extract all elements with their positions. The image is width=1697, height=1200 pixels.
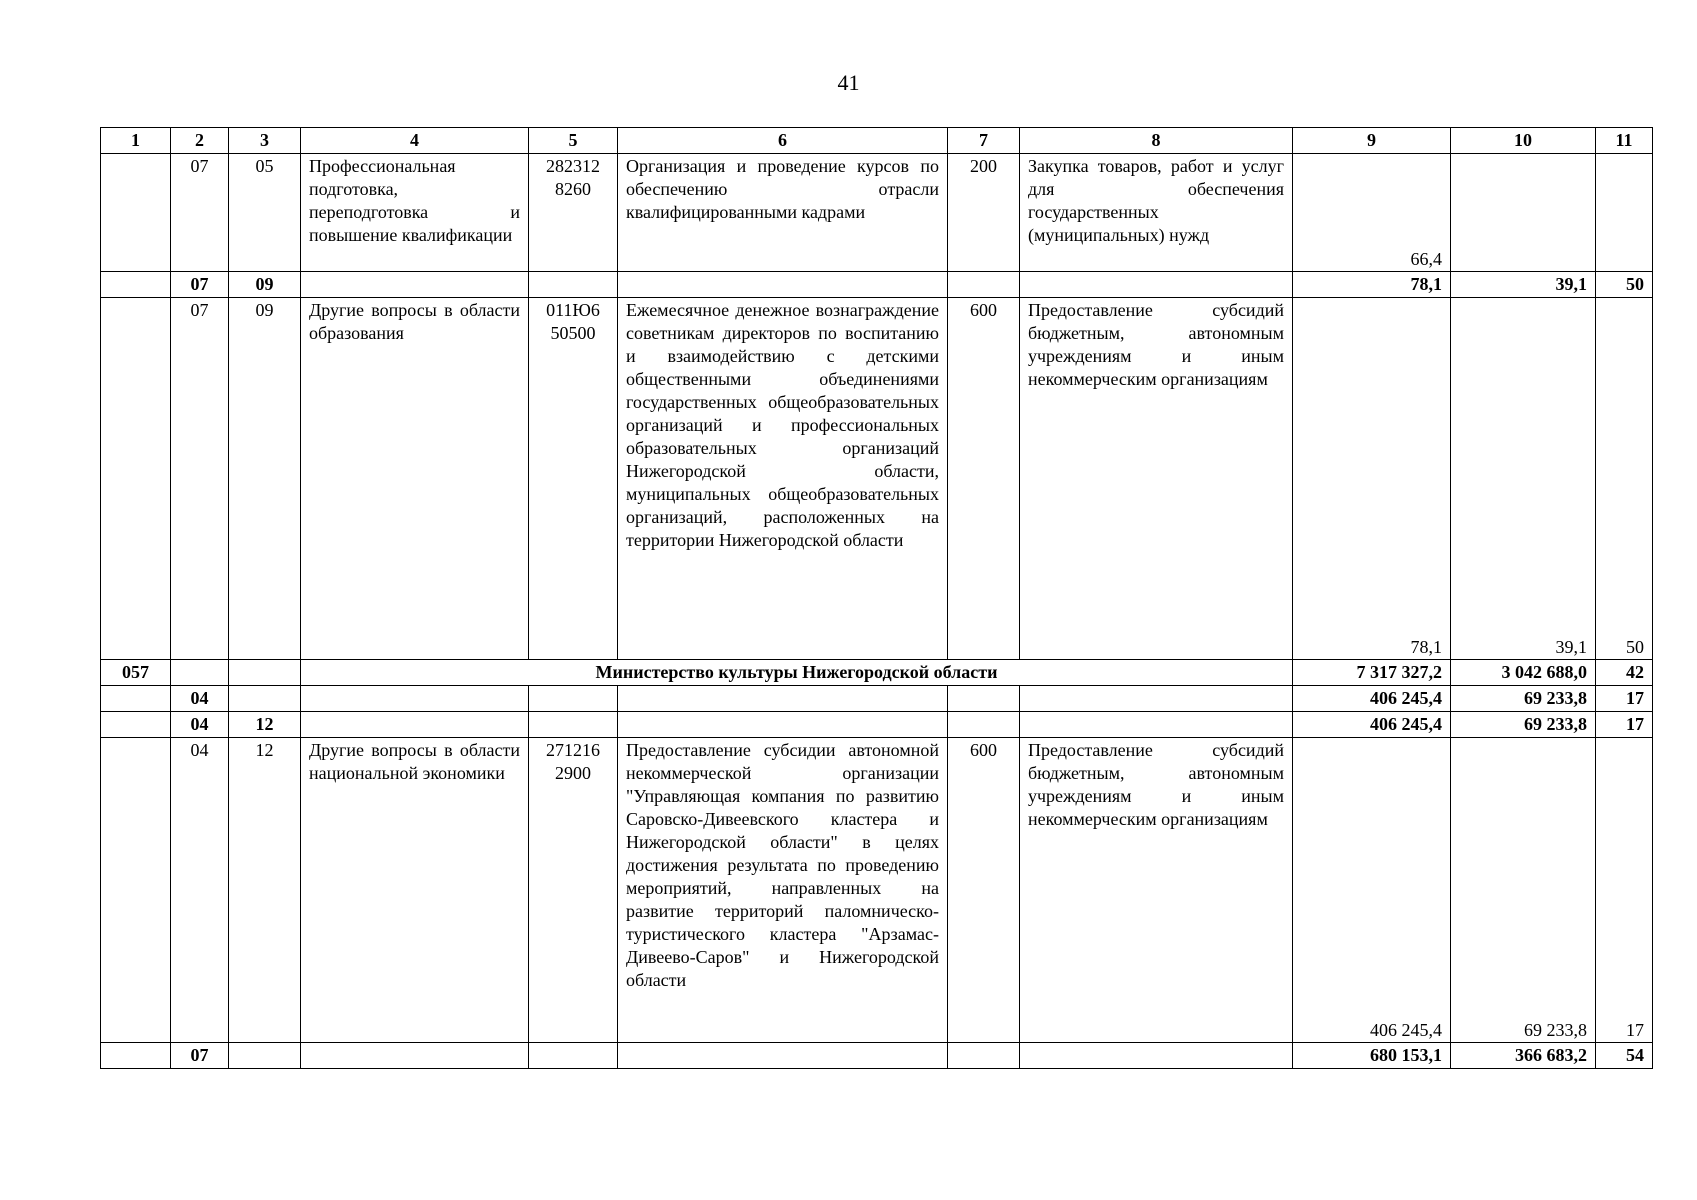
table-cell [101,154,171,272]
section-code: 04 [171,712,229,738]
section-code: 07 [171,272,229,298]
expense-type-name: Закупка товаров, работ и услуг для обеспечения государственных (муниципальных) нужд [1020,154,1293,272]
table-cell [948,1043,1020,1069]
amount-col11: 42 [1596,660,1653,686]
table-cell [529,686,618,712]
table-cell [101,1043,171,1069]
subsection-name: Другие вопросы в области образования [301,298,529,660]
header-cell: 5 [529,128,618,154]
table-cell [101,272,171,298]
amount-col9: 66,4 [1293,154,1451,272]
target-article-code: 282312 8260 [529,154,618,272]
table-cell [1020,712,1293,738]
table-cell [1020,686,1293,712]
table-cell [618,712,948,738]
table-cell [101,712,171,738]
table-cell [618,272,948,298]
header-cell: 8 [1020,128,1293,154]
table-cell [229,660,301,686]
table-cell [171,660,229,686]
amount-col9: 78,1 [1293,272,1451,298]
ministry-row [101,660,1653,686]
table-cell [301,272,529,298]
subsection-code: 12 [229,738,301,1043]
amount-col9: 680 153,1 [1293,1043,1451,1069]
amount-col10: 39,1 [1451,298,1596,660]
amount-col11: 17 [1596,712,1653,738]
table-cell [529,1043,618,1069]
table-cell [301,686,529,712]
expense-type-code: 600 [948,298,1020,660]
table-cell [301,1043,529,1069]
table-row [101,738,1653,1043]
subsection-code: 05 [229,154,301,272]
header-cell: 2 [171,128,229,154]
table-cell [618,686,948,712]
expense-type-name: Предоставление субсидий бюджетным, автономным учреждениям и иным некоммерческим организациям [1020,298,1293,660]
amount-col11: 17 [1596,738,1653,1043]
table-cell [948,686,1020,712]
header-cell: 6 [618,128,948,154]
amount-col11: 54 [1596,1043,1653,1069]
amount-col10: 39,1 [1451,272,1596,298]
amount-col9: 78,1 [1293,298,1451,660]
budget-table [100,127,1653,1069]
target-article-code: 271216 2900 [529,738,618,1043]
amount-col11: 50 [1596,272,1653,298]
table-header-row [101,128,1653,154]
table-cell [948,272,1020,298]
table-cell [101,686,171,712]
amount-col10: 69 233,8 [1451,686,1596,712]
amount-col9: 7 317 327,2 [1293,660,1451,686]
table-cell [618,1043,948,1069]
amount-col11: 17 [1596,686,1653,712]
article-description: Предоставление субсидии автономной некоммерческой организации "Управляющая компания по развитию Саровско-Дивеевского кластера и Нижегородской области" в целях достижения результата по проведению мероприятий, направленных на развитие территорий паломническо-туристического кластера "Арзамас-Дивеево-Саров" и Нижегородской области [618,738,948,1043]
expense-type-name: Предоставление субсидий бюджетным, автономным учреждениям и иным некоммерческим организациям [1020,738,1293,1043]
amount-col11: 50 [1596,298,1653,660]
section-code: 07 [171,298,229,660]
header-cell: 11 [1596,128,1653,154]
amount-col10: 366 683,2 [1451,1043,1596,1069]
subtotal-row [101,686,1653,712]
subsection-code: 09 [229,272,301,298]
table-cell [229,1043,301,1069]
section-code: 04 [171,738,229,1043]
table-cell [101,738,171,1043]
table-cell [1020,1043,1293,1069]
table-cell [1020,272,1293,298]
amount-col11 [1596,154,1653,272]
target-article-code: 011Ю6 50500 [529,298,618,660]
header-cell: 10 [1451,128,1596,154]
table-cell [948,712,1020,738]
subsection-code: 09 [229,298,301,660]
section-code: 04 [171,686,229,712]
ministry-code: 057 [101,660,171,686]
ministry-title: Министерство культуры Нижегородской области [301,660,1293,686]
header-cell: 9 [1293,128,1451,154]
header-cell: 7 [948,128,1020,154]
table-cell [229,686,301,712]
subtotal-row [101,712,1653,738]
expense-type-code: 600 [948,738,1020,1043]
article-description: Организация и проведение курсов по обеспечению отрасли квалифицированными кадрами [618,154,948,272]
amount-col10: 3 042 688,0 [1451,660,1596,686]
subtotal-row [101,1043,1653,1069]
article-description: Ежемесячное денежное вознаграждение советникам директоров по воспитанию и взаимодействию с детскими общественными объединениями государственных общеобразовательных организаций и профессиональных образовательных организаций Нижегородской области, муниципальных общеобразовательных организаций, расположенных на территории Нижегородской области [618,298,948,660]
amount-col10: 69 233,8 [1451,712,1596,738]
subsection-name: Профессиональная подготовка, переподготовка и повышение квалификации [301,154,529,272]
header-cell: 4 [301,128,529,154]
expense-type-code: 200 [948,154,1020,272]
table-row [101,298,1653,660]
amount-col9: 406 245,4 [1293,738,1451,1043]
subtotal-row [101,272,1653,298]
table-row [101,154,1653,272]
amount-col9: 406 245,4 [1293,712,1451,738]
subsection-code: 12 [229,712,301,738]
amount-col10: 69 233,8 [1451,738,1596,1043]
amount-col9: 406 245,4 [1293,686,1451,712]
page-number: 41 [837,70,860,95]
table-cell [301,712,529,738]
section-code: 07 [171,1043,229,1069]
section-code: 07 [171,154,229,272]
table-cell [529,272,618,298]
header-cell: 3 [229,128,301,154]
subsection-name: Другие вопросы в области национальной экономики [301,738,529,1043]
amount-col10 [1451,154,1596,272]
table-cell [529,712,618,738]
table-cell [101,298,171,660]
header-cell: 1 [101,128,171,154]
